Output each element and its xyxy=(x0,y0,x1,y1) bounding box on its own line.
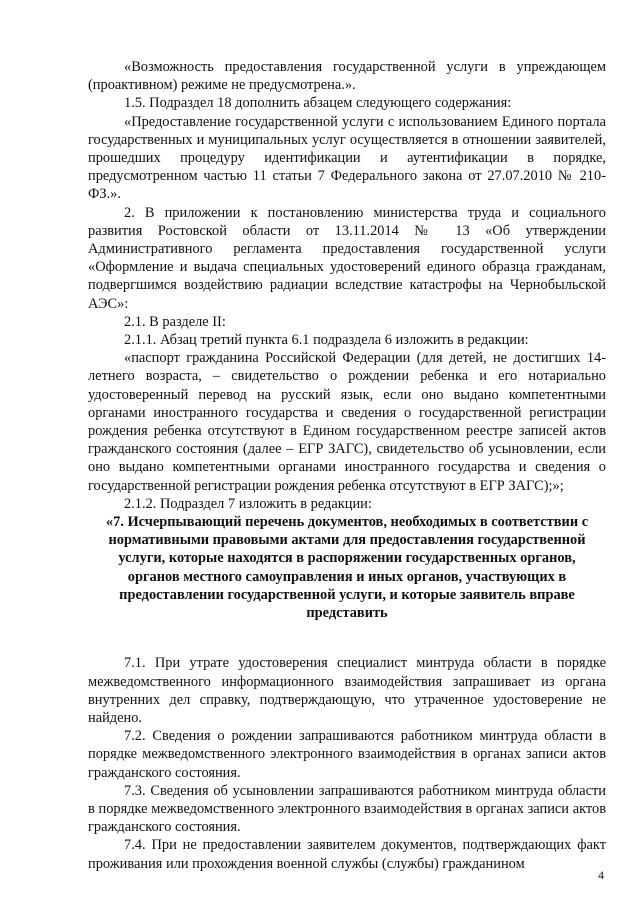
paragraph-item-2-1-1: 2.1.1. Абзац третий пункта 6.1 подраздела 6 изложить в редакции: xyxy=(124,332,529,349)
page-number: 4 xyxy=(598,868,604,882)
paragraph-item-2-1-2: 2.1.2. Подраздел 7 изложить в редакции: xyxy=(124,495,372,512)
paragraph-item-7-3: 7.3. Сведения об усыновлении запрашиваются работником минтруда области в порядке межведомственного электронного взаимодействия в органах записи актов гражданского состояния. xyxy=(88,782,606,836)
document-body xyxy=(88,58,606,873)
paragraph-item-2: 2. В приложении к постановлению министерства труда и социального развития Ростовской области от 13.11.2014 № 13 «Об утверждении Административного регламента предоставления государственной услуги «Оформление и выдача специальных удостоверений единого образца гражданам, подвергшимся воздействию радиации вследствие катастрофы на Чернобыльской АЭС»: xyxy=(88,204,606,312)
section-7-heading: «7. Исчерпывающий перечень документов, необходимых в соответствии с нормативными правовыми актами для предоставления государственной услуги, которые находятся в распоряжении государственных органов, органов местного самоуправления и иных органов, участвующих в предоставлении государственной услуги, и которые заявитель вправе представить xyxy=(105,514,589,622)
paragraph-proactive-mode: «Возможность предоставления государственной услуги в упреждающем (проактивном) режиме не предусмотрена.». xyxy=(88,59,606,94)
paragraph-item-7-4: 7.4. При не предоставлении заявителем документов, подтверждающих факт проживания или прохождения военной службы (службы) гражданином xyxy=(88,837,606,872)
paragraph-unified-portal: «Предоставление государственной услуги с использованием Единого портала государственных и муниципальных услуг осуществляется в отношении заявителей, прошедших процедуру идентификации и аутентификации в порядке, предусмотренном частью 11 статьи 7 Федерального закона от 27.07.2010 № 210-ФЗ.». xyxy=(88,113,606,203)
paragraph-item-2-1: 2.1. В разделе II: xyxy=(124,313,226,330)
paragraph-item-1-5: 1.5. Подраздел 18 дополнить абзацем следующего содержания: xyxy=(124,95,512,112)
paragraph-item-7-2: 7.2. Сведения о рождении запрашиваются работником минтруда области в порядке межведомственного электронного взаимодействия в органах записи актов гражданского состояния. xyxy=(88,728,606,781)
heading-spacer xyxy=(88,622,606,654)
paragraph-passport: «паспорт гражданина Российской Федерации (для детей, не достигших 14-летнего возраста, – свидетельство о рождении ребенка и его нотариально удостоверенный перевод на русский язык, если оно выдано компетентными органами иностранного государства и сведения о государственной регистрации рождения ребенка отсутствуют в Едином государственном реестре записей актов гражданского состояния (далее – ЕГР ЗАГС), свидетельство об усыновлении, если оно выдано компетентными органами иностранного государства и сведения о государственной регистрации рождения ребенка отсутствуют в ЕГР ЗАГС);»; xyxy=(88,350,606,494)
paragraph-item-7-1: 7.1. При утрате удостоверения специалист минтруда области в порядке межведомственного информационного взаимодействия запрашивает из органа внутренних дел справку, подтверждающую, что утраченное удостоверение не найдено. xyxy=(88,655,606,726)
